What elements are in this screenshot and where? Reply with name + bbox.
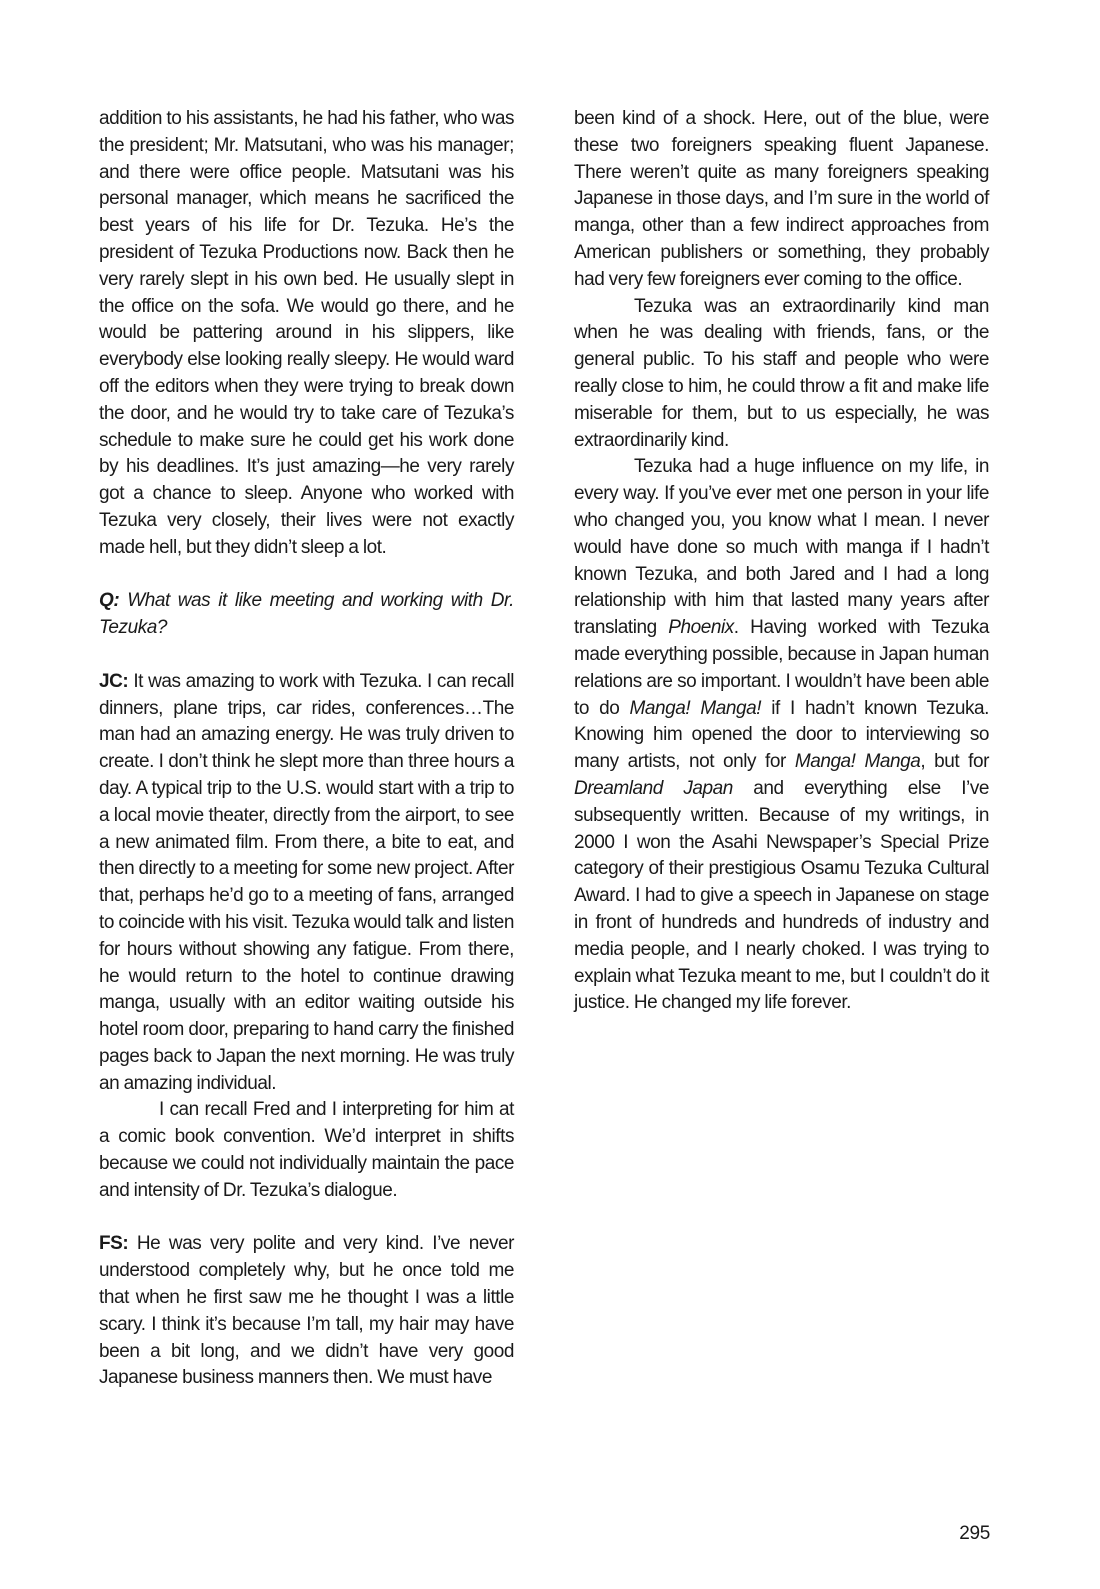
- fs-answer: [99, 1231, 514, 1392]
- body-paragraph: been kind of a shock. Here, out of the blue, were these two foreigners speaking fluent Japanese. There weren’t quite as many foreigners speaking Japanese in those days, and I’m sure in the world of manga, other than a few indirect approaches from American publishers or something, they probably had very few foreigners ever coming to the office.: [574, 108, 989, 290]
- title-manga-manga: Manga! Manga: [794, 751, 921, 773]
- title-dreamland-japan: Dreamland Japan: [574, 777, 733, 799]
- body-paragraph: addition to his assistants, he had his father, who was the president; Mr. Matsutani, who was his manager; and there were office people. Matsutani was his personal manager, which means he sacrificed the best years of his life for Dr. Tezuka. He’s the president of Tezuka Productions now. Back then he very rarely slept in his own bed. He usually slept in the office on the sofa. We would go there, and he would be pattering around in his slippers, like everybody else looking really sleepy. He would ward off the editors when they were trying to break down the door, and he would try to take care of Tezuka’s schedule to make sure he could get his work done by his deadlines. It’s just amazing—he very rarely got a chance to sleep. Anyone who worked with Tezuka very closely, their lives were not exactly made hell, but they didn’t sleep a lot.: [99, 108, 514, 558]
- jc-answer-text: It was amazing to work with Tezuka. I can recall dinners, plane trips, car rides, conferences…The man had an amazing energy. He was truly driven to create. I don’t think he slept more than three hours a day. A typical trip to the U.S. would start with a trip to a local movie theater, directly from the airport, to see a new animated film. From there, a bite to eat, and then directly to a meeting for some new project. After that, perhaps he’d go to a meeting of fans, arranged to coincide with his visit. Tezuka would talk and listen for hours without showing any fatigue. From there, he would return to the hotel to continue drawing manga, usually with an editor waiting outside his hotel room door, preparing to hand carry the finished pages back to Japan the next morning. He was truly an amazing individual.: [99, 670, 514, 1094]
- body-paragraph: Tezuka was an extraordinarily kind man when he was dealing with friends, fans, or the general public. To his staff and people who were really close to him, he could throw a fit and make life miserable for them, but to us especially, he was extraordinarily kind.: [574, 295, 989, 451]
- interview-question: [99, 588, 514, 642]
- right-column: [574, 106, 989, 1017]
- title-manga-manga: Manga! Manga!: [629, 697, 762, 719]
- question-text: What was it like meeting and working with Dr. Tezuka?: [99, 590, 514, 639]
- text-run: Tezuka had a huge influence on my life, in every way. If you’ve ever met one person in your life who changed you, you know what I mean. I never would have done so much with manga if I hadn’t known Tezuka, and both Jared and I had a long relationship with him that lasted many years after translating: [574, 456, 989, 639]
- text-run: and everything else I’ve subsequently written. Because of my writings, in 2000 I won the Asahi Newspaper’s Special Prize category of their prestigious Osamu Tezuka Cultural Award. I had to give a speech in Japanese on stage in front of hundreds and hundreds of industry and media people, and I nearly choked. I was trying to explain what Tezuka meant to me, but I couldn’t do it justice. He changed my life forever.: [574, 777, 989, 1014]
- jc-answer: [99, 669, 514, 1098]
- jc-speaker-label: JC:: [99, 670, 129, 692]
- page-number: 295: [959, 1523, 990, 1544]
- fs-answer-text: He was very polite and very kind. I’ve never understood completely why, but he once told me that when he first saw me he thought I was a little scary. I think it’s because I’m tall, my hair may have been a bit long, and we didn’t have very good Japanese business manners then. We must have: [99, 1233, 514, 1389]
- jc-answer-continued: I can recall Fred and I interpreting for him at a comic book convention. We’d interpret in shifts because we could not individually maintain the pace and intensity of Dr. Tezuka’s dialogue.: [99, 1099, 514, 1201]
- text-run: , but for: [920, 751, 989, 773]
- left-column: [99, 106, 514, 1392]
- body-paragraph: [574, 454, 989, 1017]
- text-run: if I hadn’t known Tezuka. Knowing him opened the door to interviewing so many artists, not only for: [574, 697, 989, 773]
- text-run: . Having worked with Tezuka made everything possible, because in Japan human relations are so important. I wouldn’t have been able to do: [574, 617, 989, 719]
- question-label: Q:: [99, 590, 120, 612]
- fs-speaker-label: FS:: [99, 1233, 129, 1255]
- title-phoenix: Phoenix: [668, 617, 734, 639]
